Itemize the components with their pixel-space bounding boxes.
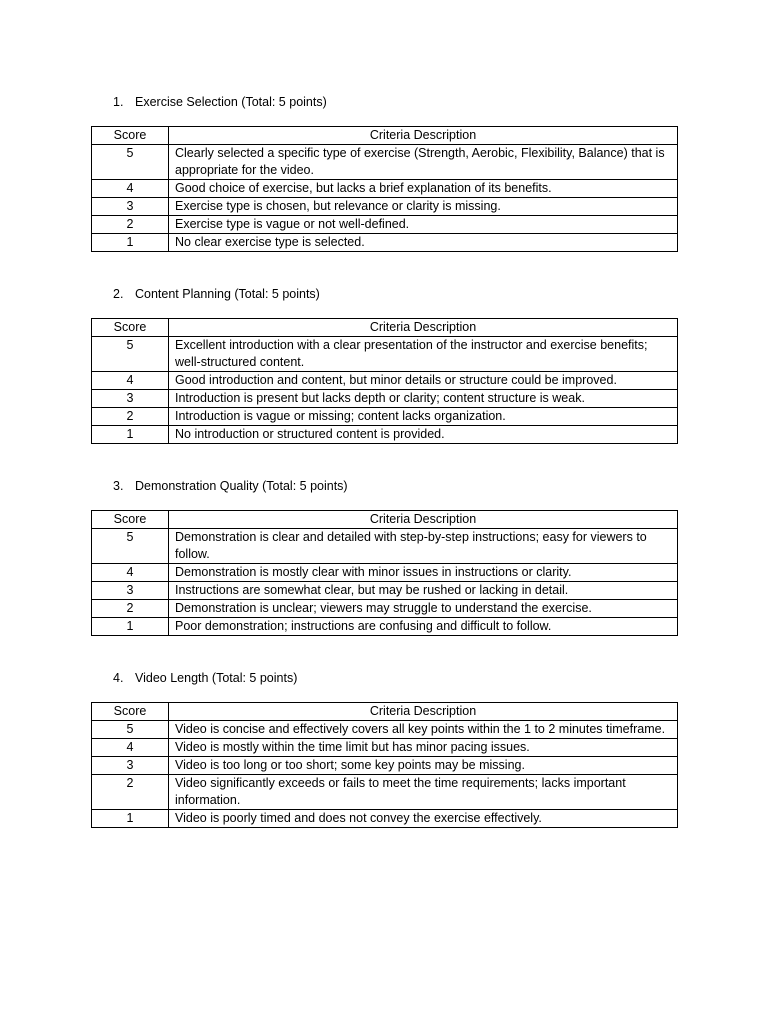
section-title: Video Length (Total: 5 points) bbox=[135, 671, 298, 685]
score-column-header: Score bbox=[92, 703, 169, 721]
criteria-cell: Clearly selected a specific type of exercise (Strength, Aerobic, Flexibility, Balance) that is appropriate for the video. bbox=[169, 145, 678, 180]
table-row bbox=[92, 390, 678, 408]
section-heading bbox=[91, 285, 678, 303]
table-row bbox=[92, 721, 678, 739]
score-cell: 3 bbox=[92, 582, 169, 600]
section-number: 4. bbox=[113, 671, 124, 685]
criteria-column-header: Criteria Description bbox=[169, 511, 678, 529]
criteria-cell: Video is too long or too short; some key points may be missing. bbox=[169, 757, 678, 775]
section-heading bbox=[91, 93, 678, 111]
table-header-row bbox=[92, 511, 678, 529]
criteria-cell: Instructions are somewhat clear, but may be rushed or lacking in detail. bbox=[169, 582, 678, 600]
score-cell: 2 bbox=[92, 600, 169, 618]
criteria-cell: Poor demonstration; instructions are confusing and difficult to follow. bbox=[169, 618, 678, 636]
rubric-section-demonstration-quality bbox=[91, 477, 678, 633]
criteria-cell: Good introduction and content, but minor details or structure could be improved. bbox=[169, 372, 678, 390]
criteria-cell: Exercise type is vague or not well-defined. bbox=[169, 216, 678, 234]
score-cell: 5 bbox=[92, 529, 169, 564]
table-row bbox=[92, 810, 678, 828]
table-header-row bbox=[92, 703, 678, 721]
table-row bbox=[92, 600, 678, 618]
criteria-cell: Demonstration is clear and detailed with step-by-step instructions; easy for viewers to follow. bbox=[169, 529, 678, 564]
table-header-row bbox=[92, 127, 678, 145]
score-column-header: Score bbox=[92, 319, 169, 337]
rubric-table bbox=[91, 318, 678, 444]
criteria-column-header: Criteria Description bbox=[169, 127, 678, 145]
section-number: 3. bbox=[113, 479, 124, 493]
table-row bbox=[92, 739, 678, 757]
criteria-cell: Introduction is present but lacks depth or clarity; content structure is weak. bbox=[169, 390, 678, 408]
rubric-section-video-length bbox=[91, 669, 678, 825]
table-row bbox=[92, 180, 678, 198]
table-row bbox=[92, 337, 678, 372]
score-cell: 4 bbox=[92, 739, 169, 757]
score-cell: 5 bbox=[92, 721, 169, 739]
score-cell: 4 bbox=[92, 372, 169, 390]
rubric-section-exercise-selection bbox=[91, 93, 678, 249]
criteria-cell: Video is concise and effectively covers all key points within the 1 to 2 minutes timeframe. bbox=[169, 721, 678, 739]
criteria-column-header: Criteria Description bbox=[169, 703, 678, 721]
score-cell: 5 bbox=[92, 145, 169, 180]
score-cell: 5 bbox=[92, 337, 169, 372]
section-number: 2. bbox=[113, 287, 124, 301]
criteria-cell: Good choice of exercise, but lacks a brief explanation of its benefits. bbox=[169, 180, 678, 198]
score-cell: 4 bbox=[92, 564, 169, 582]
table-row bbox=[92, 529, 678, 564]
criteria-cell: Demonstration is mostly clear with minor issues in instructions or clarity. bbox=[169, 564, 678, 582]
score-cell: 4 bbox=[92, 180, 169, 198]
score-cell: 2 bbox=[92, 216, 169, 234]
rubric-table bbox=[91, 126, 678, 252]
section-title: Demonstration Quality (Total: 5 points) bbox=[135, 479, 348, 493]
criteria-cell: No introduction or structured content is provided. bbox=[169, 426, 678, 444]
rubric-table bbox=[91, 702, 678, 828]
score-column-header: Score bbox=[92, 127, 169, 145]
criteria-cell: Video significantly exceeds or fails to meet the time requirements; lacks important information. bbox=[169, 775, 678, 810]
criteria-cell: Introduction is vague or missing; content lacks organization. bbox=[169, 408, 678, 426]
table-row bbox=[92, 198, 678, 216]
score-cell: 1 bbox=[92, 234, 169, 252]
score-cell: 1 bbox=[92, 810, 169, 828]
criteria-cell: Exercise type is chosen, but relevance or clarity is missing. bbox=[169, 198, 678, 216]
criteria-cell: No clear exercise type is selected. bbox=[169, 234, 678, 252]
score-cell: 2 bbox=[92, 408, 169, 426]
table-row bbox=[92, 582, 678, 600]
table-row bbox=[92, 408, 678, 426]
score-cell: 1 bbox=[92, 426, 169, 444]
criteria-cell: Video is poorly timed and does not convey the exercise effectively. bbox=[169, 810, 678, 828]
table-row bbox=[92, 618, 678, 636]
section-number: 1. bbox=[113, 95, 124, 109]
rubric-section-content-planning bbox=[91, 285, 678, 441]
score-cell: 1 bbox=[92, 618, 169, 636]
table-row bbox=[92, 234, 678, 252]
criteria-column-header: Criteria Description bbox=[169, 319, 678, 337]
table-row bbox=[92, 145, 678, 180]
table-row bbox=[92, 775, 678, 810]
section-heading bbox=[91, 477, 678, 495]
table-row bbox=[92, 757, 678, 775]
section-heading bbox=[91, 669, 678, 687]
section-title: Content Planning (Total: 5 points) bbox=[135, 287, 320, 301]
table-row bbox=[92, 426, 678, 444]
table-header-row bbox=[92, 319, 678, 337]
section-title: Exercise Selection (Total: 5 points) bbox=[135, 95, 327, 109]
table-row bbox=[92, 564, 678, 582]
criteria-cell: Video is mostly within the time limit but has minor pacing issues. bbox=[169, 739, 678, 757]
score-cell: 2 bbox=[92, 775, 169, 810]
rubric-table bbox=[91, 510, 678, 636]
score-cell: 3 bbox=[92, 198, 169, 216]
criteria-cell: Demonstration is unclear; viewers may struggle to understand the exercise. bbox=[169, 600, 678, 618]
table-row bbox=[92, 216, 678, 234]
score-column-header: Score bbox=[92, 511, 169, 529]
score-cell: 3 bbox=[92, 390, 169, 408]
table-row bbox=[92, 372, 678, 390]
score-cell: 3 bbox=[92, 757, 169, 775]
criteria-cell: Excellent introduction with a clear presentation of the instructor and exercise benefits; well-structured content. bbox=[169, 337, 678, 372]
